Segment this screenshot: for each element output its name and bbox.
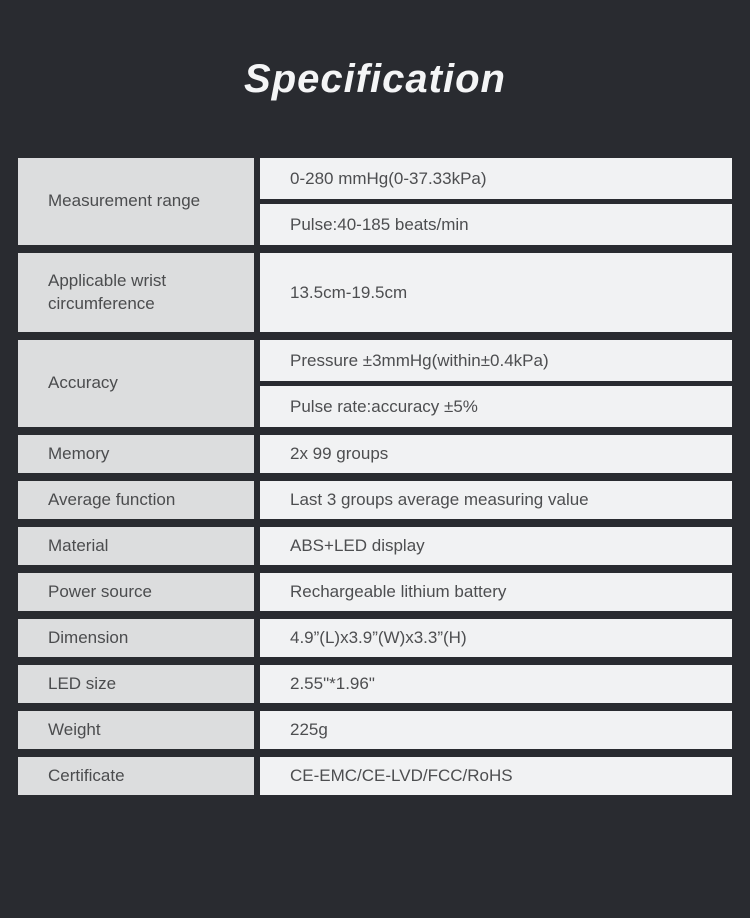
spec-label: LED size (18, 665, 254, 703)
spec-label: Certificate (18, 757, 254, 795)
spec-value: Pulse:40-185 beats/min (260, 204, 732, 245)
spec-label: Material (18, 527, 254, 565)
spec-label: Dimension (18, 619, 254, 657)
table-row (18, 711, 732, 749)
spec-label: Memory (18, 435, 254, 473)
spec-value: 13.5cm-19.5cm (260, 253, 732, 332)
spec-value-group (260, 435, 732, 473)
table-row (18, 253, 732, 332)
spec-label: Average function (18, 481, 254, 519)
spec-value-group (260, 711, 732, 749)
spec-value: CE-EMC/CE-LVD/FCC/RoHS (260, 757, 732, 795)
spec-label: Measurement range (18, 158, 254, 245)
table-row (18, 158, 732, 245)
spec-label: Power source (18, 573, 254, 611)
spec-value: 0-280 mmHg(0-37.33kPa) (260, 158, 732, 199)
table-row (18, 619, 732, 657)
spec-value-group (260, 158, 732, 245)
table-row (18, 481, 732, 519)
spec-value-group (260, 527, 732, 565)
spec-value-group (260, 619, 732, 657)
spec-value-group (260, 481, 732, 519)
table-row (18, 527, 732, 565)
table-row (18, 665, 732, 703)
table-row (18, 340, 732, 427)
spec-value: Rechargeable lithium battery (260, 573, 732, 611)
spec-table (18, 158, 732, 795)
spec-value: 2x 99 groups (260, 435, 732, 473)
spec-value: ABS+LED display (260, 527, 732, 565)
spec-value-group (260, 340, 732, 427)
spec-label: Weight (18, 711, 254, 749)
spec-value: 2.55"*1.96" (260, 665, 732, 703)
spec-label: Accuracy (18, 340, 254, 427)
table-row (18, 573, 732, 611)
spec-value-group (260, 573, 732, 611)
table-row (18, 435, 732, 473)
spec-value: Pressure ±3mmHg(within±0.4kPa) (260, 340, 732, 381)
table-row (18, 757, 732, 795)
spec-value: 225g (260, 711, 732, 749)
spec-label: Applicable wrist circumference (18, 253, 254, 332)
spec-value-group (260, 665, 732, 703)
spec-value: Pulse rate:accuracy ±5% (260, 386, 732, 427)
spec-value: Last 3 groups average measuring value (260, 481, 732, 519)
spec-value: 4.9”(L)x3.9”(W)x3.3”(H) (260, 619, 732, 657)
page-title: Specification (244, 57, 506, 101)
spec-value-group (260, 253, 732, 332)
spec-value-group (260, 757, 732, 795)
